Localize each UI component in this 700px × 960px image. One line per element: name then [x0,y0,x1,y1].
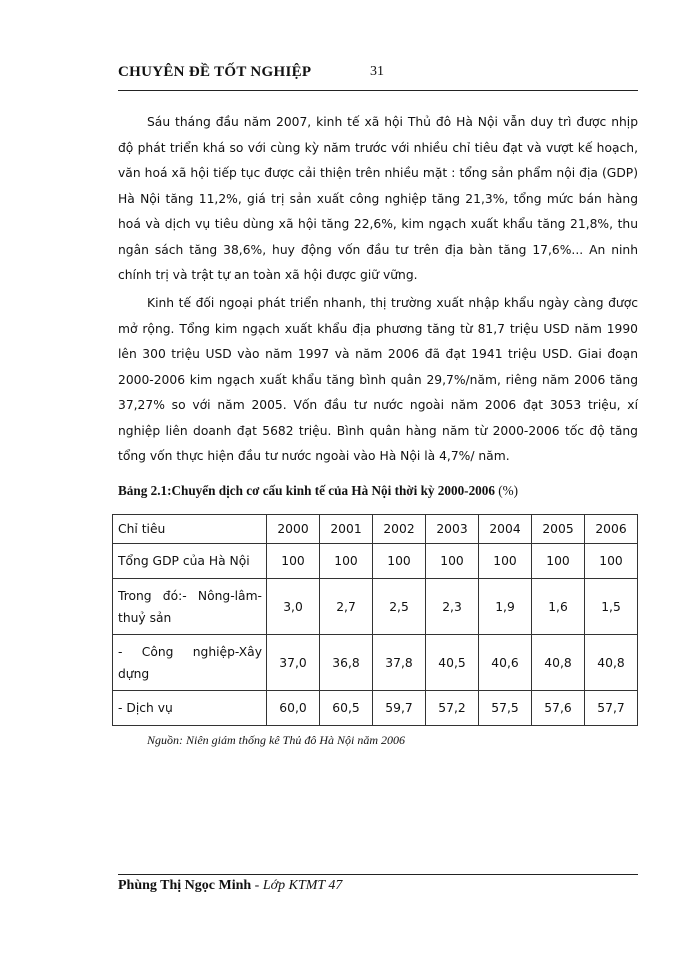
row-label: - Dịch vụ [113,691,267,726]
table-cell: 36,8 [320,635,373,691]
table-cell: 60,5 [320,691,373,726]
header-year: 2003 [426,515,479,544]
header-year: 2006 [585,515,638,544]
table-cell: 57,2 [426,691,479,726]
table-row [113,635,638,691]
table-cell: 37,0 [267,635,320,691]
row-label: - Công nghiệp-Xây dựng [113,635,267,691]
row-label: Trong đó:- Nông-lâm-thuỷ sản [113,579,267,635]
table-cell: 1,5 [585,579,638,635]
table-cell: 37,8 [373,635,426,691]
header-year: 2000 [267,515,320,544]
table-caption [118,483,638,499]
table-cell: 100 [373,544,426,579]
page-footer [118,878,342,894]
footer-divider [118,874,638,875]
header-year: 2004 [479,515,532,544]
table-cell: 3,0 [267,579,320,635]
paragraph-economy-2007: Sáu tháng đầu năm 2007, kinh tế xã hội Thủ đô Hà Nội vẫn duy trì được nhịp độ phát triển khá so với cùng kỳ năm trước với nhiều chỉ tiêu đạt và vượt kế hoạch, văn hoá xã hội tiếp tục được cải thiện trên nhiều mặt : tổng sản phẩm nội địa (GDP) Hà Nội tăng 11,2%, giá trị sản xuất công nghiệp tăng 21,3%, tổng mức bán hàng hoá và dịch vụ tiêu dùng xã hội tăng 22,6%, kim ngạch xuất khẩu tăng 21,8%, thu ngân sách tăng 38,6%, huy động vốn đầu tư trên địa bàn tăng 17,6%... An ninh chính trị và trật tự an toàn xã hội được giữ vững. [118,115,638,282]
table-row [113,691,638,726]
table-source-note: Nguồn: Niên giám thống kê Thủ đô Hà Nội năm 2006 [147,733,405,747]
table-cell: 57,6 [532,691,585,726]
economic-structure-table [112,514,638,726]
table-cell: 59,7 [373,691,426,726]
header-year: 2002 [373,515,426,544]
table-cell: 100 [426,544,479,579]
table-caption-text: Bảng 2.1:Chuyển dịch cơ cấu kinh tế của Hà Nội thời kỳ 2000-2006 [118,483,495,498]
page-number: 31 [370,64,384,79]
header-divider [118,90,638,91]
table-cell: 57,5 [479,691,532,726]
table-cell: 100 [479,544,532,579]
table-cell: 2,3 [426,579,479,635]
table-caption-unit: (%) [498,483,519,498]
author-name: Phùng Thị Ngọc Minh [118,878,252,893]
class-label: Lớp KTMT 47 [262,878,343,893]
table-cell: 40,5 [426,635,479,691]
paragraph-foreign-economy: Kinh tế đối ngoại phát triển nhanh, thị trường xuất nhập khẩu ngày càng được mở rộng. Tổng kim ngạch xuất khẩu địa phương tăng từ 81,7 triệu USD năm 1990 lên 300 triệu USD vào năm 1997 và năm 2006 đã đạt 1941 triệu USD. Giai đoạn 2000-2006 kim ngạch xuất khẩu tăng bình quân 29,7%/năm, riêng năm 2006 tăng 37,27% so với năm 2005. Vốn đầu tư nước ngoài năm 2006 đạt 3053 triệu, xí nghiệp liên doanh đạt 5682 triệu. Bình quân hàng năm từ 2000-2006 tốc độ tăng tổng vốn thực hiện đầu tư nước ngoài vào Hà Nội là 4,7%/ năm. [118,296,638,463]
header-year: 2005 [532,515,585,544]
table-cell: 40,6 [479,635,532,691]
table-cell: 100 [585,544,638,579]
table-row [113,579,638,635]
table-cell: 60,0 [267,691,320,726]
table-cell: 57,7 [585,691,638,726]
table-cell: 1,9 [479,579,532,635]
footer-separator: - [251,878,263,893]
table-row [113,544,638,579]
row-label: Tổng GDP của Hà Nội [113,544,267,579]
table-cell: 1,6 [532,579,585,635]
document-title: CHUYÊN ĐỀ TỐT NGHIỆP [118,64,312,80]
table-cell: 100 [267,544,320,579]
table-cell: 100 [532,544,585,579]
table-cell: 2,7 [320,579,373,635]
table-cell: 2,5 [373,579,426,635]
table-header-row [113,515,638,544]
table-cell: 100 [320,544,373,579]
page-header [118,62,638,90]
header-indicator: Chỉ tiêu [113,515,267,544]
header-year: 2001 [320,515,373,544]
table-cell: 40,8 [585,635,638,691]
table-cell: 40,8 [532,635,585,691]
